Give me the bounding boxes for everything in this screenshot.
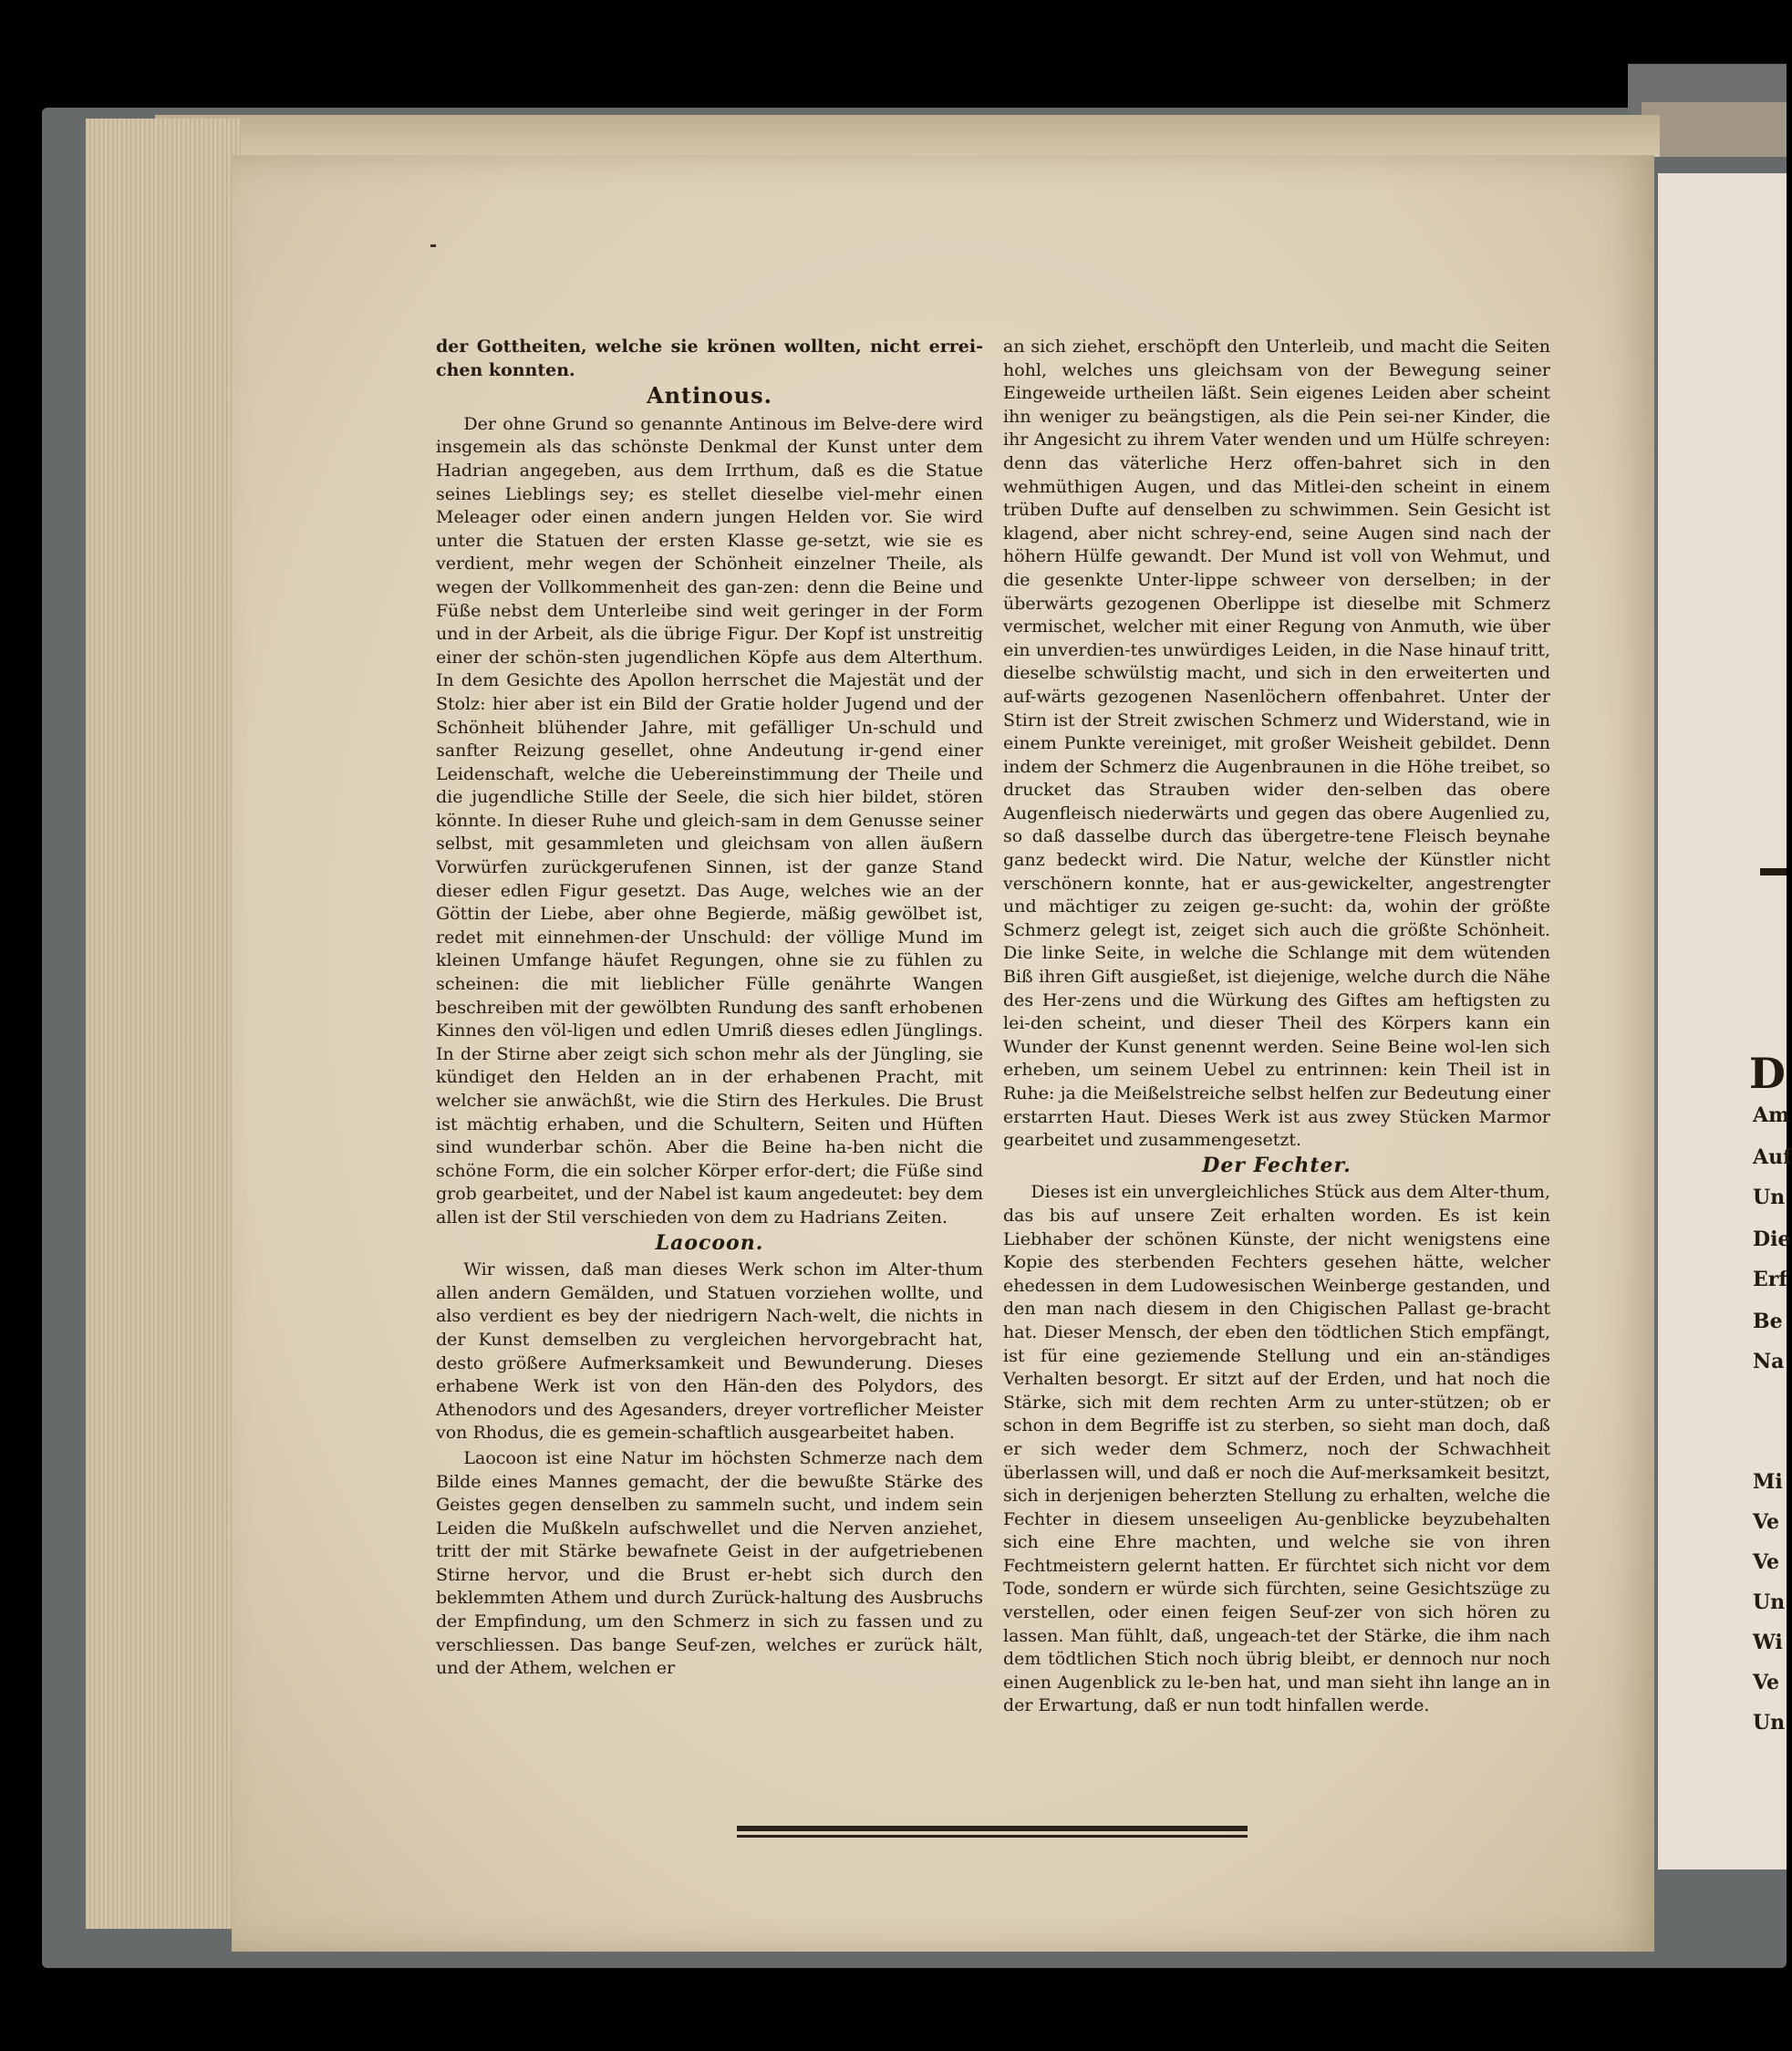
adjacent-book-edge — [1642, 102, 1787, 157]
facing-fragment: Ve — [1753, 1550, 1780, 1574]
paragraph-fechter: Dieses ist ein unvergleichliches Stück aus dem Alter-thum, das bis auf unsere Zeit erhalten worden. Es ist kein Liebhaber der schönen Künste, der nicht wenigstens eine Kopie des sterbenden Fechters gesehen hätte, welcher ehedessen in dem Ludowesischen Weinberge gestanden, und den man nach diesem in den Chigischen Pallast ge-bracht hat. Dieser Mensch, der eben den tödtlichen Stich empfängt, ist für eine geziemende Stellung und ein an-ständiges Verhalten besorgt. Er sitzt auf der Erden, und hat noch die Stärke, sich mit dem rechten Arm zu unter-stützen; ob er schon in dem Begriffe ist zu sterben, so sieht man doch, daß er sich weder dem Schmerz, noch der Schwachheit überlassen will, und daß er noch die Auf-merksamkeit besitzt, sich in derjenigen beherzten Stellung zu erhalten, welche die Fechter in diesem unseeligen Au-genblicke beyzubehalten sich eine Ehre machten, und welche sie von ihren Fechtmeistern gelernt hatten. Er fürchtet sich nicht vor dem Tode, sondern er würde sich fürchten, seine Gesichtszüge zu verstellen, oder einen feigen Seuf-zer von sich hören zu lassen. Man fühlt, daß, ungeach-tet der Stärke, die ihm nach dem tödtlichen Stich noch übrig bleibt, er dennoch nur noch einen Augenblick zu le-ben hat, und man sieht ihn lange an in der Erwartung, daß er nun todt hinfallen werde. — [1003, 1182, 1550, 1716]
continuation-text: der Gottheiten, welche sie krönen wollten, nicht errei-chen konnten. — [436, 337, 983, 380]
facing-fragment: Wi — [1753, 1631, 1783, 1654]
facing-fragment: Na — [1753, 1350, 1785, 1373]
facing-fragment: Ve — [1753, 1671, 1780, 1694]
facing-page-rule — [1760, 868, 1787, 875]
left-column — [436, 336, 983, 1683]
end-rule-thick — [737, 1826, 1248, 1831]
facing-page — [1658, 173, 1790, 1870]
section-heading-fechter: Der Fechter. — [1202, 1153, 1352, 1177]
paragraph-laocoon-2: Laocoon ist eine Natur im höchsten Schmerze nach dem Bilde eines Mannes gemacht, der die bewußte Stärke des Geistes gegen denselben zu sammeln sucht, und indem sein Leiden die Mußkeln aufschwellet und die Nerven anziehet, tritt der mit Stärke bewafnete Geist in der aufgetriebenen Stirne hervor, und die Brust er-hebt sich durch den beklemmten Athem und durch Zurück-haltung des Ausbruchs der Empfindung, um den Schmerz in sich zu fassen und zu verschliessen. Das bange Seuf-zen, welches er zurück hält, und der Athem, welchen er — [436, 1447, 983, 1679]
text-columns — [436, 336, 1558, 1813]
right-column — [1003, 336, 1550, 1720]
facing-fragment: Am — [1753, 1103, 1790, 1127]
facing-fragment: Mi — [1753, 1470, 1783, 1494]
margin-mark — [430, 244, 436, 247]
facing-fragment: Ve — [1753, 1510, 1780, 1534]
facing-fragment: Un — [1753, 1590, 1786, 1614]
section-heading-antinous: Antinous. — [646, 382, 773, 409]
facing-page-initial: D — [1749, 1049, 1786, 1098]
facing-fragment: Un — [1753, 1186, 1786, 1209]
paragraph-laocoon-continued: an sich ziehet, erschöpft den Unterleib, und macht die Seiten hohl, welches uns gleichsam von der Bewegung seiner Eingeweide urtheilen läßt. Sein eigenes Leiden aber scheint ihn weniger zu beängstigen, als die Pein sei-ner Kinder, die ihr Angesicht zu ihrem Vater wenden und um Hülfe schreyen: denn das väterliche Herz offen-bahret sich in den wehmüthigen Augen, und das Mitlei-den scheint in einem trüben Dufte auf denselben zu schwimmen. Sein Gesicht ist klagend, aber nicht schrey-end, seine Augen sind nach der höhern Hülfe gewandt. Der Mund ist voll von Wehmut, und die gesenkte Unter-lippe schweer von derselben; in der überwärts gezogenen Oberlippe ist dieselbe mit Schmerz vermischet, welcher mit einer Regung von Anmuth, wie über ein unverdien-tes unwürdiges Leiden, in die Nase hinauf tritt, dieselbe schwülstig macht, und sich in den erweiterten und auf-wärts gezogenen Nasenlöchern offenbahret. Unter der Stirn ist der Streit zwischen Schmerz und Widerstand, wie in einem Punkte vereiniget, mit großer Weisheit gebildet. Denn indem der Schmerz die Augenbraunen in die Höhe treibet, so drucket das Strauben wider den-selben das obere Augenfleisch niederwärts und gegen das obere Augenlied zu, so daß dasselbe durch das übergetre-tene Fleisch beynahe ganz bedeckt wird. Die Natur, welche der Künstler nicht verschönern konnte, hat er aus-gewickelter, angestrengter und mächtiger zu zeigen ge-sucht: da, wohin der größte Schmerz gelegt ist, zeiget sich auch die größte Schönheit. Die linke Seite, in welche die Schlange mit dem wütenden Biß ihren Gift ausgießet, ist diejenige, welche durch die Nähe des Her-zens und die Würkung des Giftes am heftigsten zu lei-den scheint, und dieser Theil des Körpers kann ein Wunder der Kunst genennt werden. Seine Beine wol-len sich erheben, um seinem Uebel zu entrinnen: kein Theil ist in Ruhe: ja die Meißelstreiche selbst helfen zur Bedeutung einer erstarrten Haut. Dieses Werk ist aus zwey Stücken Marmor gearbeitet und zusammengesetzt. — [1003, 337, 1550, 1151]
facing-fragment: Auf — [1753, 1145, 1792, 1169]
facing-fragment: Die — [1753, 1227, 1791, 1251]
page-top-edge — [155, 115, 1660, 157]
facing-fragment: Un — [1753, 1711, 1786, 1735]
page-edges — [86, 119, 241, 1929]
facing-fragment: Erf — [1753, 1268, 1787, 1291]
end-rule-thin — [737, 1835, 1248, 1838]
paragraph-antinous: Der ohne Grund so genannte Antinous im Belve-dere wird insgemein als das schönste Denkmal der Kunst unter dem Hadrian angegeben, aus dem Irrthum, daß es die Statue seines Lieblings sey; es stellet dieselbe viel-mehr einen Meleager oder einen andern jungen Helden vor. Sie wird unter die Statuen der ersten Klasse ge-setzt, wie sie es verdient, mehr wegen der Schönheit einzelner Theile, als wegen der Vollkommenheit des gan-zen: denn die Beine und Füße nebst dem Unterleibe sind weit geringer in der Form und in der Arbeit, als die übrige Figur. Der Kopf ist unstreitig einer der schön-sten jugendlichen Köpfe aus dem Alterthum. In dem Gesichte des Apollon herrschet die Majestät und der Stolz: hier aber ist ein Bild der Gratie holder Jugend und der Schönheit blühender Jahre, mit gefälliger Un-schuld und sanfter Reizung gesellet, ohne Andeutung ir-gend einer Leidenschaft, welche die Uebereinstimmung der Theile und die jugendliche Stille der Seele, die sich hier bildet, stören könnte. In dieser Ruhe und gleich-sam in dem Genusse seiner selbst, mit gesammleten und gleichsam von allen äußern Vorwürfen zurückgerufenen Sinnen, ist der ganze Stand dieser edlen Figur gesetzt. Das Auge, welches wie an der Göttin der Liebe, aber ohne Begierde, mäßig gewölbet ist, redet mit einnehmen-der Unschuld: der völlige Mund im kleinen Umfange häufet Regungen, ohne sie zu fühlen zu scheinen: die mit lieblicher Fülle genährte Wangen beschreiben mit der gewölbten Rundung des sanft erhobenen Kinnes den völ-ligen und edlen Umriß dieses edlen Jünglings. In der Stirne aber zeigt sich schon mehr als der Jüngling, sie kündiget den Helden an in der erhabenen Pracht, mit welcher sie anwächßt, wie die Stirn des Herkules. Die Brust ist mächtig erhaben, und die Schultern, Seiten und Hüften sind wunderbar schön. Aber die Beine ha-ben nicht die schöne Form, die ein solcher Körper erfor-dert; die Füße sind grob gearbeitet, und der Nabel ist kaum angedeutet: bey dem allen ist der Stil verschieden von dem zu Hadrians Zeiten. — [436, 413, 983, 1227]
section-heading-laocoon: Laocoon. — [655, 1230, 764, 1255]
facing-fragment: Be — [1753, 1310, 1783, 1333]
paragraph-laocoon-1: Wir wissen, daß man dieses Werk schon im Alter-thum allen andern Gemälden, und Statuen vorziehen wollte, und also verdient es bey der niedrigern Nach-welt, die nichts in der Kunst demselben zu vergleichen hervorgebracht hat, desto größere Aufmerksamkeit und Bewunderung. Dieses erhabene Werk ist von den Hän-den des Polydors, des Athenodors und des Agesanders, dreyer vortreflicher Meister von Rhodus, die es gemein-schaftlich ausgearbeitet haben. — [436, 1259, 983, 1444]
